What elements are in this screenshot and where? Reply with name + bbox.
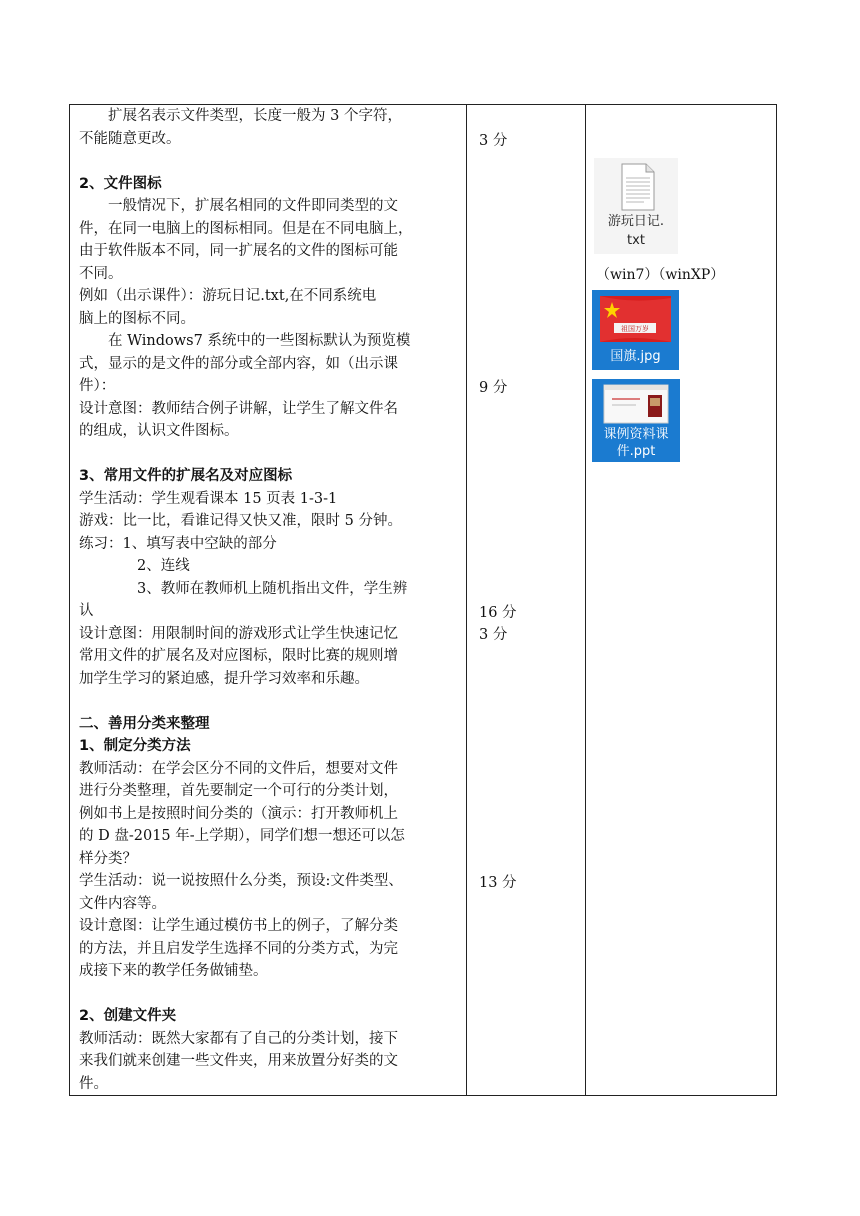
content-line: 扩展名表示文件类型，长度一般为 3 个字符， [79, 108, 402, 124]
column-divider [585, 105, 586, 1095]
content-line: 游戏：比一比，看谁记得又快又准，限时 5 分钟。 [79, 513, 402, 529]
content-line: 设计意图：让学生通过模仿书上的例子，了解分类 [79, 918, 398, 934]
section-heading: 二、善用分类来整理 [79, 715, 210, 732]
time-cell: 3 分 [479, 133, 508, 149]
content-line: 练习：1、填写表中空缺的部分 [79, 535, 277, 552]
content-line: 3、教师在教师机上随机指出文件，学生辨 [79, 580, 408, 597]
time-cell: 13 分 [479, 875, 517, 891]
section-heading: 2、文件图标 [79, 175, 162, 192]
content-line: 认 [79, 603, 94, 619]
section-heading: 1、制定分类方法 [79, 738, 191, 754]
content-line [79, 983, 464, 1006]
content-line [79, 150, 464, 173]
content-line: 进行分类整理，首先要制定一个可行的分类计划， [79, 783, 398, 799]
content-line: 由于软件版本不同，同一扩展名的文件的图标可能 [79, 243, 398, 259]
os-labels: （win7）（winXP） [596, 267, 725, 283]
content-line: 样分类？ [79, 850, 137, 867]
content-line: 常用文件的扩展名及对应图标，限时比赛的规则增 [79, 648, 398, 664]
section-heading: 3、常用文件的扩展名及对应图标 [79, 468, 293, 484]
content-line: 在 Windows7 系统中的一些图标默认为预览模 [79, 333, 411, 349]
ppt-file-label [592, 426, 680, 460]
jpg-file-label: 国旗.jpg [610, 349, 661, 364]
content-line: 不能随意更改。 [79, 130, 181, 147]
content-line: 件，在同一电脑上的图标相同。但是在不同电脑上， [79, 220, 413, 237]
ppt-file-label-line2: 件.ppt [616, 444, 656, 459]
content-line: 2、连线 [79, 558, 190, 574]
content-line: 教师活动：既然大家都有了自己的分类计划，接下 [79, 1030, 398, 1047]
time-cell: 16 分 [479, 605, 517, 621]
content-line: 一般情况下，扩展名相同的文件即同类型的文 [79, 198, 398, 214]
txt-file-label-line1: 游玩日记. [607, 214, 665, 229]
content-line: 的方法，并且启发学生选择不同的分类方式，为完 [79, 940, 398, 957]
content-line: 不同。 [79, 265, 123, 282]
content-line: 学生活动：学生观看课本 15 页表 1-3-1 [79, 490, 338, 507]
teaching-content-column [79, 105, 464, 1095]
time-cell: 9 分 [479, 380, 508, 396]
flag-banner-text: 祖国万岁 [621, 325, 649, 333]
content-line: 例如书上是按照时间分类的（演示：打开教师机上 [79, 805, 398, 822]
content-line: 设计意图：用限制时间的游戏形式让学生快速记忆 [79, 625, 398, 642]
content-line [79, 443, 464, 466]
time-cell: 3 分 [479, 627, 508, 643]
content-line: 教师活动：在学会区分不同的文件后，想要对文件 [79, 760, 398, 777]
jpg-file-icon [592, 290, 679, 370]
section-heading: 2、创建文件夹 [79, 1008, 177, 1024]
ppt-file-icon [592, 379, 680, 462]
content-line: 式，显示的是文件的部分或全部内容，如（出示课 [79, 355, 398, 372]
content-line: 成接下来的教学任务做铺垫。 [79, 963, 268, 979]
content-line: 来我们就来创建一些文件夹，用来放置分好类的文 [79, 1053, 398, 1069]
column-divider [466, 105, 467, 1095]
content-line [79, 690, 464, 713]
content-line: 件。 [79, 1075, 108, 1092]
content-line: 的 D 盘-2015 年-上学期），同学们想一想还可以怎 [79, 828, 405, 844]
txt-file-label-line2: txt [627, 233, 645, 248]
content-line: 文件内容等。 [79, 895, 166, 912]
content-line: 脑上的图标不同。 [79, 310, 195, 327]
content-line: 件）： [79, 378, 116, 394]
txt-file-label [594, 212, 678, 250]
content-line: 学生活动：说一说按照什么分类，预设:文件类型、 [79, 873, 403, 889]
content-line: 加学生学习的紧迫感，提升学习效率和乐趣。 [79, 670, 369, 687]
ppt-file-label-line1: 课例资料课 [603, 427, 669, 442]
content-line: 的组成，认识文件图标。 [79, 423, 239, 439]
content-line: 例如（出示课件）：游玩日记.txt,在不同系统电 [79, 288, 377, 304]
content-line: 设计意图：教师结合例子讲解，让学生了解文件名 [79, 400, 398, 417]
